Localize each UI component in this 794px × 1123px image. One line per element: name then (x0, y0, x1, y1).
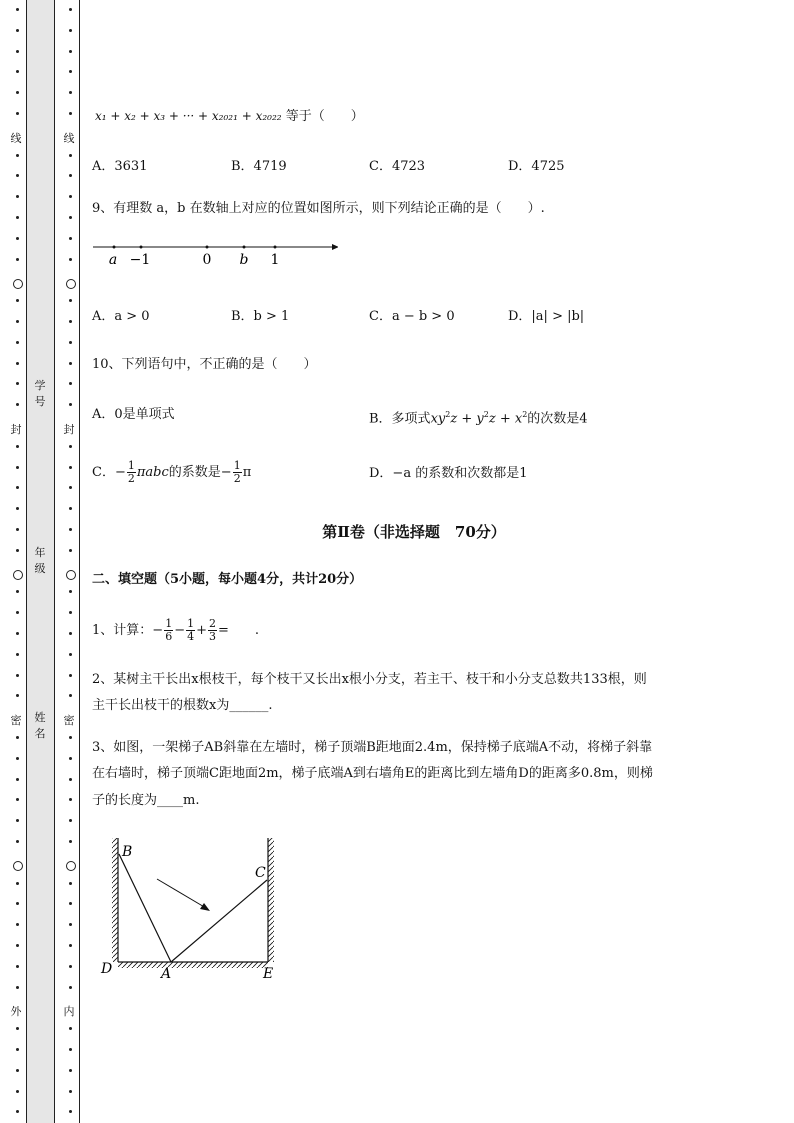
q10-option-b-suffix: 的次数是4 (527, 411, 588, 427)
binding-circle (66, 861, 76, 871)
q8-option-c: C．4723 (369, 159, 426, 174)
binding-dot (16, 590, 19, 593)
q8-option-a: A．3631 (92, 159, 148, 174)
q10-option-a: A．0是单项式 (92, 407, 175, 422)
binding-dot (16, 8, 19, 11)
binding-dot (16, 653, 19, 656)
label-D: D (101, 961, 113, 977)
binding-dot (16, 320, 19, 323)
binding-dot (69, 694, 72, 697)
binding-dot (16, 299, 19, 302)
binding-dot (16, 195, 19, 198)
binding-circle (66, 279, 76, 289)
q8-expression: x₁ + x₂ + x₃ + ··· + x₂₀₂₁ + x₂₀₂₂ (95, 109, 282, 123)
outer-label-wai: 外 (10, 1005, 22, 1018)
outer-label-mi: 密 (10, 714, 22, 727)
q9-option-d: D．|a| > |b| (508, 309, 585, 324)
tick-1 (274, 246, 277, 249)
fill-3-line1: 3、如图，一架梯子AB斜靠在左墙时，梯子顶端B距地面2.4m，保持梯子底端A不动，将梯子斜靠 (92, 740, 653, 755)
inner-label-nei: 内 (63, 1005, 75, 1018)
binding-dot (69, 445, 72, 448)
q9-stem: 9、有理数 a，b 在数轴上对应的位置如图所示，则下列结论正确的是（ ）. (92, 201, 545, 216)
q10-option-b: B．多项式$xy^2z + y^2z + x^2$的次数是4 (369, 410, 588, 427)
q10-stem: 10、下列语句中，不正确的是（ ） (92, 357, 317, 372)
label-1: 1 (270, 252, 280, 268)
ground-hatch (118, 962, 268, 968)
q10-option-c-mid: 的系数是 (168, 465, 221, 480)
binding-dot (69, 840, 72, 843)
binding-dot (69, 341, 72, 344)
binding-dot (69, 798, 72, 801)
binding-dot (16, 1069, 19, 1072)
outer-label-feng: 封 (10, 423, 22, 436)
binding-dot (16, 403, 19, 406)
q10-option-d: D．−a 的系数和次数都是1 (369, 466, 528, 481)
binding-dot (69, 736, 72, 739)
fill-2-line2: 主干长出枝干的根数x为______. (92, 698, 273, 713)
binding-dot (69, 653, 72, 656)
binding-dot (69, 237, 72, 240)
binding-dot (16, 91, 19, 94)
binding-dot (16, 632, 19, 635)
binding-dot (69, 403, 72, 406)
move-arrow (157, 879, 206, 908)
part2-title: 第Ⅱ卷（非选择题 70分） (322, 523, 506, 541)
binding-dot (69, 8, 72, 11)
q9-option-c: C．a − b > 0 (369, 309, 455, 324)
binding-dot (16, 29, 19, 32)
ladder-figure (98, 832, 288, 982)
binding-dot (69, 112, 72, 115)
binding-dot (16, 798, 19, 801)
ladder-ab (119, 854, 171, 962)
binding-dot (16, 965, 19, 968)
binding-dot (69, 882, 72, 885)
binding-dot (69, 258, 72, 261)
binding-dot (16, 736, 19, 739)
binding-dot (69, 216, 72, 219)
inner-label-feng: 封 (63, 423, 75, 436)
binding-dot (16, 466, 19, 469)
binding-dot (16, 50, 19, 53)
binding-dot (16, 112, 19, 115)
q9-option-b: B．b > 1 (231, 309, 290, 324)
binding-dot (16, 216, 19, 219)
binding-dot (69, 1110, 72, 1113)
binding-dot (69, 362, 72, 365)
binding-dot (16, 694, 19, 697)
q8-tail: 等于（ ） (285, 109, 364, 124)
binding-dot (16, 507, 19, 510)
field-student-id: 学号 (34, 379, 46, 408)
q8-stem (95, 108, 364, 125)
binding-dot (69, 195, 72, 198)
binding-dot (16, 382, 19, 385)
binding-dot (16, 882, 19, 885)
binding-dot (69, 299, 72, 302)
binding-dot (69, 320, 72, 323)
binding-dot (69, 923, 72, 926)
field-name: 姓名 (34, 711, 46, 740)
binding-dot (69, 590, 72, 593)
binding-circle (13, 861, 23, 871)
binding-dot (16, 154, 19, 157)
left-wall-hatch (112, 838, 118, 962)
binding-dot (69, 944, 72, 947)
binding-line (79, 0, 80, 1123)
q8-option-b: B．4719 (231, 159, 287, 174)
binding-dot (16, 486, 19, 489)
fill-1-suffix: = . (218, 623, 260, 638)
right-wall-hatch (268, 838, 274, 962)
binding-dot (16, 757, 19, 760)
label-A: A (161, 966, 172, 982)
q8-option-d: D．4725 (508, 159, 565, 174)
binding-dot (16, 1110, 19, 1113)
binding-dot (69, 174, 72, 177)
label-C: C (255, 865, 266, 881)
label-a: a (108, 252, 118, 268)
binding-dot (69, 632, 72, 635)
q10-option-b-prefix: B．多项式 (369, 411, 431, 427)
binding-dot (16, 174, 19, 177)
label-E: E (263, 966, 274, 982)
binding-dot (16, 445, 19, 448)
binding-dot (69, 91, 72, 94)
binding-dot (69, 486, 72, 489)
binding-dot (16, 1090, 19, 1093)
binding-dot (69, 902, 72, 905)
binding-dot (69, 154, 72, 157)
binding-dot (69, 986, 72, 989)
binding-dot (16, 819, 19, 822)
binding-dot (16, 362, 19, 365)
binding-dot (16, 341, 19, 344)
inner-label-mi: 密 (63, 714, 75, 727)
inner-label-xian: 线 (63, 132, 75, 145)
binding-dot (16, 923, 19, 926)
binding-dot (16, 258, 19, 261)
move-arrow-head (200, 903, 210, 911)
binding-dot (69, 1048, 72, 1051)
tick-a (113, 246, 116, 249)
tick-b (243, 246, 246, 249)
part2-section: 二、填空题（5小题，每小题4分，共计20分） (92, 572, 363, 587)
ladder-ac (171, 880, 267, 962)
fill-3-line3: 子的长度为____m. (92, 793, 200, 808)
binding-dot (69, 549, 72, 552)
tick-neg1 (140, 246, 143, 249)
binding-dot (69, 778, 72, 781)
tick-0 (206, 246, 209, 249)
binding-circle (13, 279, 23, 289)
binding-dot (16, 944, 19, 947)
binding-dot (69, 50, 72, 53)
label-neg1: −1 (129, 252, 151, 268)
binding-circle (13, 570, 23, 580)
binding-dot (16, 840, 19, 843)
binding-dot (69, 819, 72, 822)
q10-option-c-prefix: C． (92, 465, 115, 480)
outer-label-xian: 线 (10, 132, 22, 145)
binding-dot (16, 986, 19, 989)
field-grade: 年级 (34, 546, 46, 575)
binding-dot (69, 1027, 72, 1030)
binding-dot (16, 778, 19, 781)
binding-dot (69, 611, 72, 614)
binding-dot (16, 674, 19, 677)
fill-1: 1、计算：− $\frac{1}{6}$ − $\frac{1}{4}$ + $\frac{2}{3}$ = . (92, 617, 260, 643)
binding-dot (16, 70, 19, 73)
q10-option-c: C．− $\frac{1}{2}$ πabc的系数是− $\frac{1}{2}$ π (92, 459, 252, 485)
binding-dot (16, 237, 19, 240)
number-line-figure (88, 236, 338, 270)
fill-1-prefix: 1、计算： (92, 623, 153, 638)
label-b: b (239, 252, 249, 268)
binding-dot (69, 29, 72, 32)
binding-dot (69, 507, 72, 510)
binding-circle (66, 570, 76, 580)
fill-3-line2: 在右墙时，梯子顶端C距地面2m，梯子底端A到右墙角E的距离比到左墙角D的距离多0.8m，则梯 (92, 766, 653, 781)
fill-2-line1: 2、某树主干长出x根枝干，每个枝干又长出x根小分支，若主干、枝干和小分支总数共133根，则 (92, 672, 647, 687)
label-B: B (122, 844, 133, 860)
binding-dot (16, 549, 19, 552)
binding-dot (69, 674, 72, 677)
binding-dot (16, 1048, 19, 1051)
q9-option-a: A．a > 0 (92, 309, 150, 324)
binding-dot (69, 965, 72, 968)
label-0: 0 (202, 252, 212, 268)
binding-dot (69, 757, 72, 760)
binding-dot (69, 1069, 72, 1072)
binding-dot (69, 466, 72, 469)
binding-dot (69, 70, 72, 73)
binding-dot (69, 382, 72, 385)
binding-dot (69, 1090, 72, 1093)
binding-dot (16, 902, 19, 905)
binding-dot (16, 1027, 19, 1030)
number-line-arrow (332, 244, 338, 250)
binding-dot (16, 611, 19, 614)
